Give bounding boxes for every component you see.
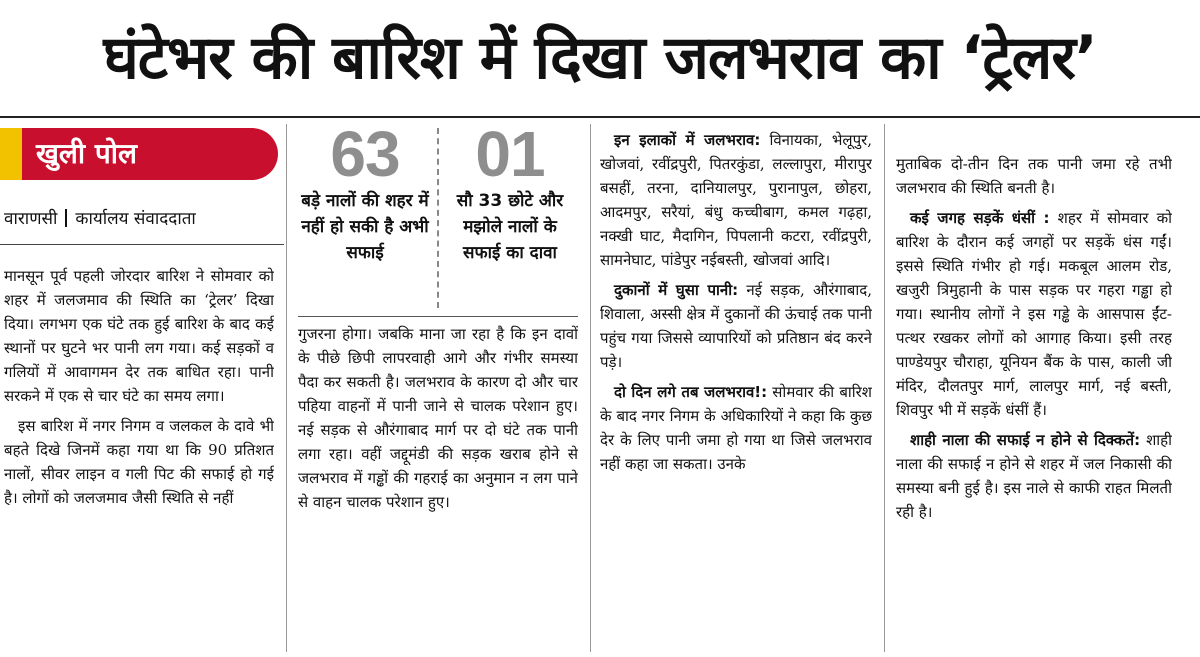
col1-paragraph-2: इस बारिश में नगर निगम व जलकल के दावे भी बहते दिखे जिनमें कहा गया था कि 90 प्रतिशत नालों, सीवर लाइन व गली पिट की सफाई हो गई है। लोगों को जलजमाव जैसी स्थिति से नहीं <box>4 417 274 507</box>
stat-box-1 <box>298 122 432 266</box>
stat-box-2 <box>442 122 578 266</box>
headline: घंटेभर की बारिश में दिखा जलभराव का ‘ट्रेलर’ <box>103 23 1097 93</box>
stat-number-1: 63 <box>330 122 400 190</box>
col4-paragraph-2: शहर में सोमवार को बारिश के दौरान कई जगहों पर सड़कें धंस गईं। इससे स्थिति गंभीर हो गई। मकबूल आलम रोड, खजुरी त्रिमुहानी के पास सड़क पर गहरा गड्ढा हो गया। स्थानीय लोगों ने इस गड्ढे के आसपास ईंट-पत्थर रखकर लोगों को आगाह किया। इसी तरह पाण्डेयपुर चौराहा, यूनियन बैंक के पास, काली जी मंदिर, दौलतपुर मार्ग, लालपुर मार्ग, नई बस्ती, शिवपुर भी में सड़कें धंसीं हैं। <box>896 209 1172 419</box>
byline-reporter: कार्यालय संवाददाता <box>75 209 196 229</box>
article-column-4 <box>896 152 1172 652</box>
col4-paragraph-1: मुताबिक दो-तीन दिन तक पानी जमा रहे तभी जलभराव की स्थिति बनती है। <box>896 155 1172 197</box>
col3-subhead-3: दो दिन लगे तब जलभराव!: <box>614 383 768 401</box>
kicker-banner <box>0 128 278 180</box>
byline-separator <box>65 209 67 227</box>
column-divider-3 <box>884 124 885 652</box>
article-column-3 <box>600 128 872 652</box>
col4-subhead-3: शाही नाला की सफाई न होने से दिक्कतें: <box>910 431 1141 449</box>
byline <box>4 206 284 232</box>
col2-paragraph-1: गुजरना होगा। जबकि माना जा रहा है कि इन दावों के पीछे छिपी लापरवाही आगे और गंभीर समस्या पैदा कर सकती है। जलभराव के कारण दो और चार पहिया वाहनों में पानी जाने से चालक परेशान हुए। नई सड़क से औरंगाबाद मार्ग पर दो घंटे तक पानी लगा रहा। वहीं जद्दूमंडी की सड़क खराब होने से जलभराव में गड्ढों की गहराई का अनुमान न लग पाने से वाहन चालक परेशान हुए। <box>298 325 578 511</box>
stat-rule <box>298 316 578 317</box>
col4-paragraph-3: शाही नाला की सफाई न होने से शहर में जल निकासी की समस्या बनी हुई है। इस नाले से काफी राहत मिलती रही है। <box>896 431 1172 521</box>
stat-caption-2: सौ 33 छोटे और मझोले नालों के सफाई का दावा <box>456 191 564 263</box>
column-divider-2 <box>590 124 591 652</box>
kicker-label: खुली पोल <box>36 137 138 170</box>
stat-caption-1: बड़े नालों की शहर में नहीं हो सकी है अभी सफाई <box>301 191 429 263</box>
byline-rule <box>0 244 284 245</box>
kicker-accent-bar <box>0 128 22 180</box>
article-column-1 <box>4 264 274 654</box>
col1-paragraph-1: मानसून पूर्व पहली जोरदार बारिश ने सोमवार को शहर में जलजमाव की स्थिति का ‘ट्रेलर’ दिखा दिया। लगभग एक घंटे तक हुई बारिश के बाद कई स्थानों पर घुटने भर पानी लग गया। कई सड़कों व गलियों में आवागमन देर तक बाधित रहा। पानी सरकने में एक से चार घंटे का समय लगा। <box>4 267 274 405</box>
col3-subhead-2: दुकानों में घुसा पानी: <box>614 281 739 299</box>
stat-number-2: 01 <box>475 122 545 190</box>
col4-subhead-2: कई जगह सड़कें धंसीं : <box>910 209 1050 227</box>
col3-paragraph-3: सोमवार की बारिश के बाद नगर निगम के अधिकारियों ने कहा कि कुछ देर के लिए पानी जमा हो गया था जिसे जलभराव नहीं कहा जा सकता। उनके <box>600 383 872 473</box>
article-column-2 <box>298 322 578 652</box>
col3-subhead-1: इन इलाकों में जलभराव: <box>614 131 761 149</box>
headline-rule <box>0 116 1200 118</box>
byline-location: वाराणसी <box>4 209 58 229</box>
stat-divider <box>437 128 439 308</box>
col3-paragraph-1: विनायका, भेलूपुर, खोजवां, रवींद्रपुरी, पितरकुंडा, लल्लापुरा, मीरापुर बसहीं, तरना, दानियालपुर, पुरानापुल, छोहरा, आदमपुर, सरैयां, बंधु कच्चीबाग, कमल गढ़हा, नक्खी घाट, मैदागिन, पिपलानी कटरा, रवींद्रपुरी, सामनेघाट, पांडेपुर नईबस्ती, खोजवां आदि। <box>600 131 872 269</box>
col3-paragraph-2: नई सड़क, औरंगाबाद, शिवाला, अस्सी क्षेत्र में दुकानों की ऊंचाई तक पानी पहुंच गया जिससे व्यापारियों को प्रतिष्ठान बंद करने पड़े। <box>600 281 872 371</box>
column-divider-1 <box>286 124 287 652</box>
